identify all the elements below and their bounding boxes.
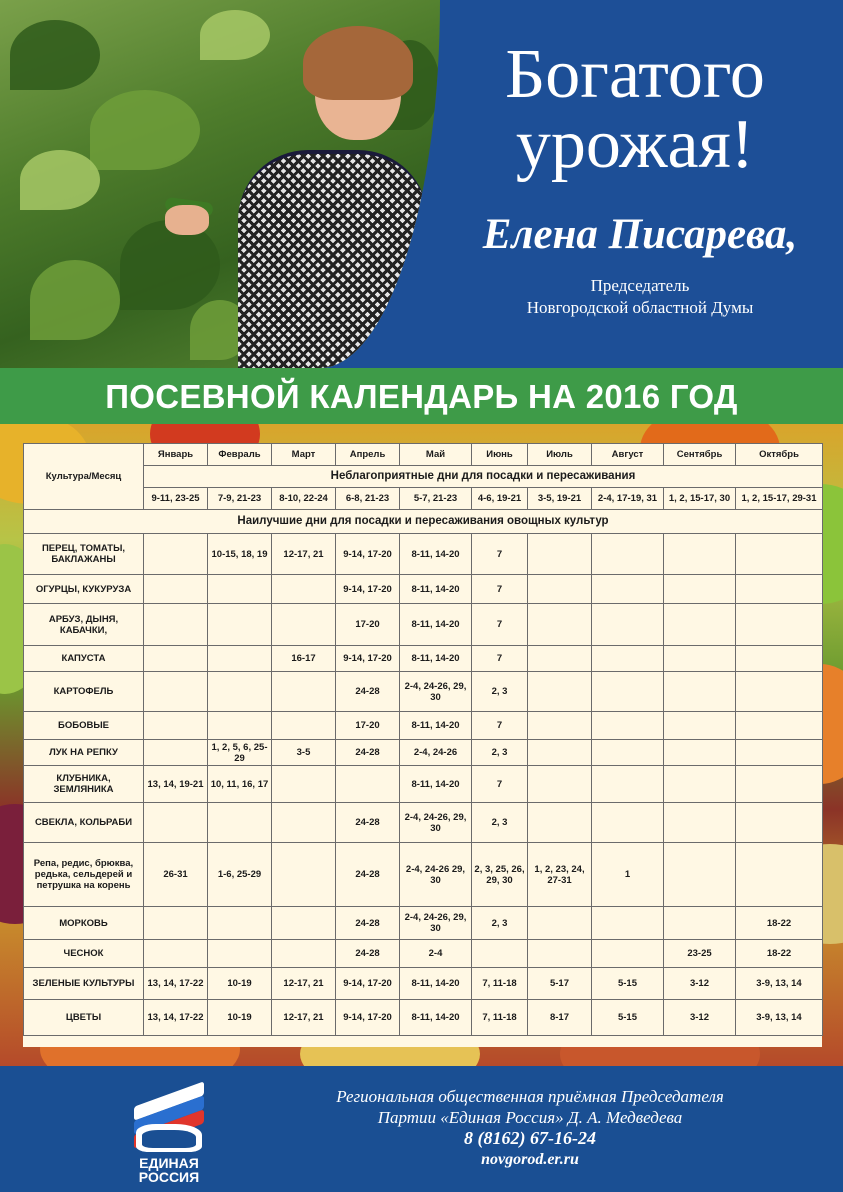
planting-days-cell — [736, 712, 823, 740]
website-link[interactable]: novgorod.er.ru — [481, 1151, 579, 1168]
planting-days-cell: 3-9, 13, 14 — [736, 968, 823, 1000]
planting-days-cell: 16-17 — [272, 646, 336, 672]
planting-days-cell: 2, 3, 25, 26, 29, 30 — [472, 843, 528, 907]
planting-days-cell: 8-11, 14-20 — [400, 575, 472, 604]
crop-name: Репа, редис, брюква, редька, сельдерей и петрушка на корень — [24, 843, 144, 907]
crop-row — [24, 940, 823, 968]
unfavorable-cell: 5-7, 21-23 — [400, 488, 472, 510]
crop-row — [24, 575, 823, 604]
crop-name: БОБОВЫЕ — [24, 712, 144, 740]
planting-days-cell: 24-28 — [336, 843, 400, 907]
planting-days-cell: 7, 11-18 — [472, 968, 528, 1000]
planting-days-cell — [272, 604, 336, 646]
planting-days-cell: 9-14, 17-20 — [336, 646, 400, 672]
crop-name: АРБУЗ, ДЫНЯ, КАБАЧКИ, — [24, 604, 144, 646]
planting-days-cell — [736, 843, 823, 907]
planting-days-cell — [272, 766, 336, 803]
planting-days-cell — [208, 712, 272, 740]
contact-line2: Партии «Единая Россия» Д. А. Медведева — [377, 1108, 683, 1127]
planting-days-cell: 13, 14, 17-22 — [144, 968, 208, 1000]
planting-days-cell — [528, 940, 592, 968]
planting-days-cell: 24-28 — [336, 803, 400, 843]
planting-days-cell: 18-22 — [736, 940, 823, 968]
month-header: Июль — [528, 444, 592, 466]
united-russia-logo: ЕДИНАЯ РОССИЯ — [128, 1076, 210, 1186]
month-header: Апрель — [336, 444, 400, 466]
planting-days-cell: 8-11, 14-20 — [400, 604, 472, 646]
planting-days-cell — [528, 646, 592, 672]
planting-days-cell — [664, 672, 736, 712]
planting-days-cell — [528, 712, 592, 740]
planting-days-cell — [272, 940, 336, 968]
planting-days-cell: 24-28 — [336, 672, 400, 712]
planting-days-cell — [664, 534, 736, 575]
planting-days-cell — [664, 803, 736, 843]
month-header: Май — [400, 444, 472, 466]
crop-row — [24, 1000, 823, 1036]
planting-days-cell: 8-17 — [528, 1000, 592, 1036]
greeting-title: Богатого урожая! — [505, 36, 765, 183]
planting-days-cell: 3-12 — [664, 1000, 736, 1036]
planting-days-cell: 7 — [472, 646, 528, 672]
planting-days-cell: 9-14, 17-20 — [336, 968, 400, 1000]
crop-name: МОРКОВЬ — [24, 907, 144, 940]
crop-row — [24, 968, 823, 1000]
planting-days-cell — [736, 575, 823, 604]
planting-days-cell — [144, 672, 208, 712]
months-header-row — [24, 444, 823, 466]
planting-days-cell — [736, 672, 823, 712]
planting-days-cell — [592, 803, 664, 843]
planting-days-cell — [144, 940, 208, 968]
planting-days-cell: 8-11, 14-20 — [400, 1000, 472, 1036]
planting-days-cell — [272, 843, 336, 907]
planting-days-cell — [272, 907, 336, 940]
planting-days-cell — [144, 646, 208, 672]
planting-days-cell: 3-9, 13, 14 — [736, 1000, 823, 1036]
contact-line1: Региональная общественная приёмная Председателя — [336, 1087, 724, 1106]
planting-days-cell: 23-25 — [664, 940, 736, 968]
crop-row — [24, 646, 823, 672]
planting-days-cell: 10-19 — [208, 968, 272, 1000]
planting-days-cell — [144, 575, 208, 604]
planting-days-cell — [336, 766, 400, 803]
planting-days-cell: 2-4, 24-26, 29, 30 — [400, 803, 472, 843]
unfavorable-cell: 2-4, 17-19, 31 — [592, 488, 664, 510]
planting-days-cell: 1 — [592, 843, 664, 907]
month-header: Февраль — [208, 444, 272, 466]
planting-days-cell: 2, 3 — [472, 907, 528, 940]
planting-calendar-table — [23, 443, 822, 1047]
planting-days-cell — [592, 766, 664, 803]
planting-days-cell — [592, 534, 664, 575]
planting-days-cell — [144, 712, 208, 740]
planting-days-cell: 2-4 — [400, 940, 472, 968]
planting-days-cell: 12-17, 21 — [272, 968, 336, 1000]
planting-days-cell — [208, 803, 272, 843]
crop-row — [24, 712, 823, 740]
unfavorable-cell: 9-11, 23-25 — [144, 488, 208, 510]
planting-days-cell — [272, 803, 336, 843]
planting-days-cell — [144, 604, 208, 646]
planting-days-cell: 1, 2, 5, 6, 25-29 — [208, 740, 272, 766]
planting-days-cell — [144, 803, 208, 843]
planting-days-cell — [472, 940, 528, 968]
planting-days-cell: 12-17, 21 — [272, 534, 336, 575]
planting-days-cell: 12-17, 21 — [272, 1000, 336, 1036]
unfavorable-days-row — [24, 488, 823, 510]
planting-days-cell — [528, 766, 592, 803]
planting-days-cell: 8-11, 14-20 — [400, 712, 472, 740]
planting-days-cell: 2-4, 24-26, 29, 30 — [400, 907, 472, 940]
planting-days-cell — [736, 646, 823, 672]
planting-days-cell — [528, 672, 592, 712]
planting-days-cell — [592, 646, 664, 672]
crop-row — [24, 534, 823, 575]
planting-days-cell: 7 — [472, 766, 528, 803]
planting-days-cell — [208, 646, 272, 672]
crop-row — [24, 843, 823, 907]
month-header: Январь — [144, 444, 208, 466]
planting-days-cell: 2, 3 — [472, 740, 528, 766]
unfavorable-cell: 4-6, 19-21 — [472, 488, 528, 510]
planting-days-cell — [664, 843, 736, 907]
planting-days-cell — [664, 740, 736, 766]
planting-days-cell: 7, 11-18 — [472, 1000, 528, 1036]
planting-days-cell: 1, 2, 23, 24, 27-31 — [528, 843, 592, 907]
planting-days-cell: 2-4, 24-26 29, 30 — [400, 843, 472, 907]
footer — [0, 1066, 843, 1192]
planting-days-cell: 3-5 — [272, 740, 336, 766]
planting-days-cell — [528, 803, 592, 843]
planting-days-cell: 13, 14, 17-22 — [144, 1000, 208, 1036]
planting-days-cell — [736, 604, 823, 646]
planting-days-cell: 7 — [472, 575, 528, 604]
planting-days-cell — [208, 604, 272, 646]
month-header: Сентябрь — [664, 444, 736, 466]
planting-days-cell: 10-15, 18, 19 — [208, 534, 272, 575]
planting-days-cell — [208, 672, 272, 712]
header — [0, 0, 843, 368]
crop-name: ЧЕСНОК — [24, 940, 144, 968]
planting-days-cell — [592, 940, 664, 968]
planting-days-cell: 17-20 — [336, 712, 400, 740]
greenhouse-photo — [0, 0, 440, 368]
contact-info — [270, 1086, 790, 1170]
crop-name: ЗЕЛЕНЫЕ КУЛЬТУРЫ — [24, 968, 144, 1000]
planting-days-cell — [664, 646, 736, 672]
planting-days-cell: 18-22 — [736, 907, 823, 940]
month-header: Октябрь — [736, 444, 823, 466]
planting-days-cell: 9-14, 17-20 — [336, 1000, 400, 1036]
planting-days-cell: 13, 14, 19-21 — [144, 766, 208, 803]
planting-days-cell — [208, 907, 272, 940]
month-header: Март — [272, 444, 336, 466]
planting-days-cell: 9-14, 17-20 — [336, 575, 400, 604]
planting-days-cell: 7 — [472, 604, 528, 646]
planting-days-cell: 9-14, 17-20 — [336, 534, 400, 575]
planting-days-cell — [664, 907, 736, 940]
planting-days-cell: 5-15 — [592, 968, 664, 1000]
planting-days-cell: 24-28 — [336, 907, 400, 940]
planting-days-cell — [528, 740, 592, 766]
planting-days-cell: 2, 3 — [472, 803, 528, 843]
planting-days-cell — [528, 907, 592, 940]
author-position: Председатель Новгородской областной Думы — [526, 276, 754, 317]
planting-days-cell: 7 — [472, 712, 528, 740]
unfavorable-cell: 8-10, 22-24 — [272, 488, 336, 510]
planting-days-cell: 24-28 — [336, 940, 400, 968]
planting-days-cell: 7 — [472, 534, 528, 575]
planting-days-cell — [528, 534, 592, 575]
unfavorable-cell: 3-5, 19-21 — [528, 488, 592, 510]
planting-days-cell: 2-4, 24-26 — [400, 740, 472, 766]
unfavorable-days-title: Неблагоприятные дни для посадки и пересаживания — [144, 466, 823, 488]
planting-days-cell: 8-11, 14-20 — [400, 766, 472, 803]
planting-days-cell — [144, 534, 208, 575]
planting-days-cell — [664, 766, 736, 803]
planting-days-cell: 8-11, 14-20 — [400, 968, 472, 1000]
planting-days-cell — [208, 940, 272, 968]
crop-name: ПЕРЕЦ, ТОМАТЫ, БАКЛАЖАНЫ — [24, 534, 144, 575]
planting-days-cell — [592, 712, 664, 740]
planting-days-cell — [272, 672, 336, 712]
planting-days-cell: 24-28 — [336, 740, 400, 766]
phone-number: 8 (8162) 67-16-24 — [464, 1128, 596, 1148]
planting-days-cell — [664, 604, 736, 646]
unfavorable-cell: 1, 2, 15-17, 30 — [664, 488, 736, 510]
planting-days-cell — [208, 575, 272, 604]
planting-days-cell — [664, 712, 736, 740]
planting-days-cell: 10-19 — [208, 1000, 272, 1036]
crop-name: СВЕКЛА, КОЛЬРАБИ — [24, 803, 144, 843]
planting-days-cell: 17-20 — [336, 604, 400, 646]
planting-days-cell — [592, 672, 664, 712]
planting-days-cell: 5-15 — [592, 1000, 664, 1036]
corner-header: Культура/Месяц — [24, 444, 144, 510]
unfavorable-cell: 7-9, 21-23 — [208, 488, 272, 510]
planting-days-cell — [736, 803, 823, 843]
crop-name: КАПУСТА — [24, 646, 144, 672]
crop-name: ЛУК НА РЕПКУ — [24, 740, 144, 766]
planting-days-cell — [736, 740, 823, 766]
planting-days-cell — [144, 907, 208, 940]
calendar-banner: ПОСЕВНОЙ КАЛЕНДАРЬ НА 2016 ГОД — [0, 368, 843, 424]
planting-days-cell — [528, 575, 592, 604]
planting-days-cell — [736, 766, 823, 803]
planting-days-cell: 26-31 — [144, 843, 208, 907]
planting-days-cell — [592, 740, 664, 766]
planting-days-cell — [272, 712, 336, 740]
crop-name: ОГУРЦЫ, КУКУРУЗА — [24, 575, 144, 604]
crop-row — [24, 766, 823, 803]
planting-days-cell — [528, 604, 592, 646]
planting-days-cell — [592, 604, 664, 646]
planting-days-cell: 10, 11, 16, 17 — [208, 766, 272, 803]
crop-row — [24, 604, 823, 646]
planting-days-cell: 3-12 — [664, 968, 736, 1000]
month-header: Июнь — [472, 444, 528, 466]
best-days-title: Наилучшие дни для посадки и пересаживания овощных культур — [24, 510, 823, 534]
author-name: Елена Писарева, — [482, 211, 798, 258]
planting-days-cell — [736, 534, 823, 575]
planting-days-cell: 1-6, 25-29 — [208, 843, 272, 907]
planting-days-cell — [144, 740, 208, 766]
planting-days-cell: 8-11, 14-20 — [400, 534, 472, 575]
crop-row — [24, 907, 823, 940]
month-header: Август — [592, 444, 664, 466]
unfavorable-cell: 1, 2, 15-17, 29-31 — [736, 488, 823, 510]
crop-row — [24, 740, 823, 766]
planting-days-cell: 2-4, 24-26, 29, 30 — [400, 672, 472, 712]
planting-days-cell — [664, 575, 736, 604]
planting-days-cell: 2, 3 — [472, 672, 528, 712]
crop-name: КАРТОФЕЛЬ — [24, 672, 144, 712]
crop-name: ЦВЕТЫ — [24, 1000, 144, 1036]
planting-days-cell: 5-17 — [528, 968, 592, 1000]
crop-row — [24, 672, 823, 712]
crop-row — [24, 803, 823, 843]
planting-days-cell — [272, 575, 336, 604]
planting-days-cell — [592, 907, 664, 940]
planting-days-cell: 8-11, 14-20 — [400, 646, 472, 672]
crop-name: КЛУБНИКА, ЗЕМЛЯНИКА — [24, 766, 144, 803]
planting-days-cell — [592, 575, 664, 604]
unfavorable-cell: 6-8, 21-23 — [336, 488, 400, 510]
